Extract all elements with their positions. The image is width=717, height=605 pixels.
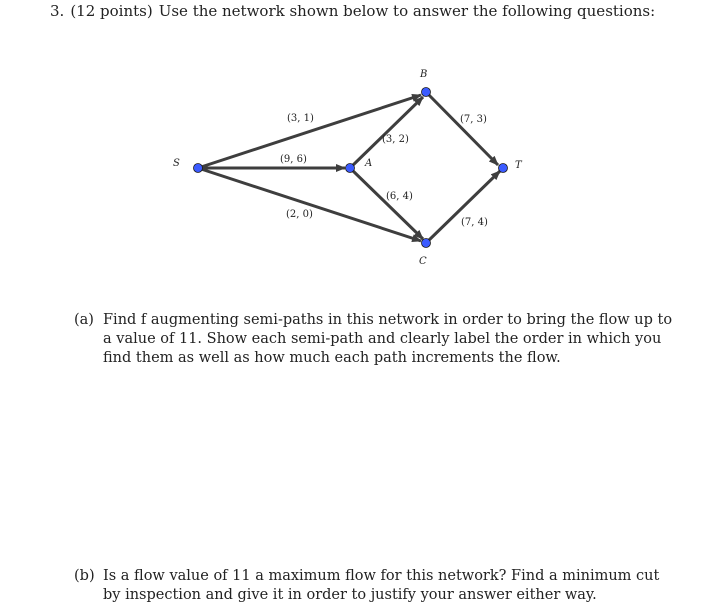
edge-label-s-b: (3, 1) [287,113,314,124]
question-number: 3. [50,2,65,20]
network-diagram [0,0,717,300]
node-s [194,164,203,173]
edge-label-b-t: (7, 3) [460,114,487,125]
node-t [499,164,508,173]
edge-label-a-b: (3, 2) [382,134,409,145]
node-label-c: C [419,256,427,267]
node-a [346,164,355,173]
edge-b-t [426,92,498,165]
part-b-text: Is a flow value of 11 a maximum flow for this network? Find a minimum cut by inspection and give it in order to justify your answer either way. [103,568,660,603]
node-label-t: T [515,160,522,171]
question-prompt: Use the network shown below to answer the following questions: [158,2,656,20]
part-a-text: Find f augmenting semi-paths in this network in order to bring the flow up to a value of 11. Show each semi-path and clearly label the order in which you find them as well as how much each path increments the flow. [103,312,673,366]
node-c [422,239,431,248]
node-b [422,88,431,97]
edge-c-t [426,171,500,243]
node-label-s: S [173,158,180,169]
edge-label-s-a: (9, 6) [280,154,307,165]
edge-label-s-c: (2, 0) [286,209,313,220]
node-label-a: A [365,158,373,169]
question-points: (12 points) [70,2,153,20]
part-b-label: (b) [74,568,95,584]
edge-label-c-t: (7, 4) [461,217,488,228]
part-b [74,567,674,605]
part-a-label: (a) [74,312,94,328]
node-label-b: B [420,69,428,80]
edge-label-a-c: (6, 4) [386,191,413,202]
part-a [74,311,674,368]
